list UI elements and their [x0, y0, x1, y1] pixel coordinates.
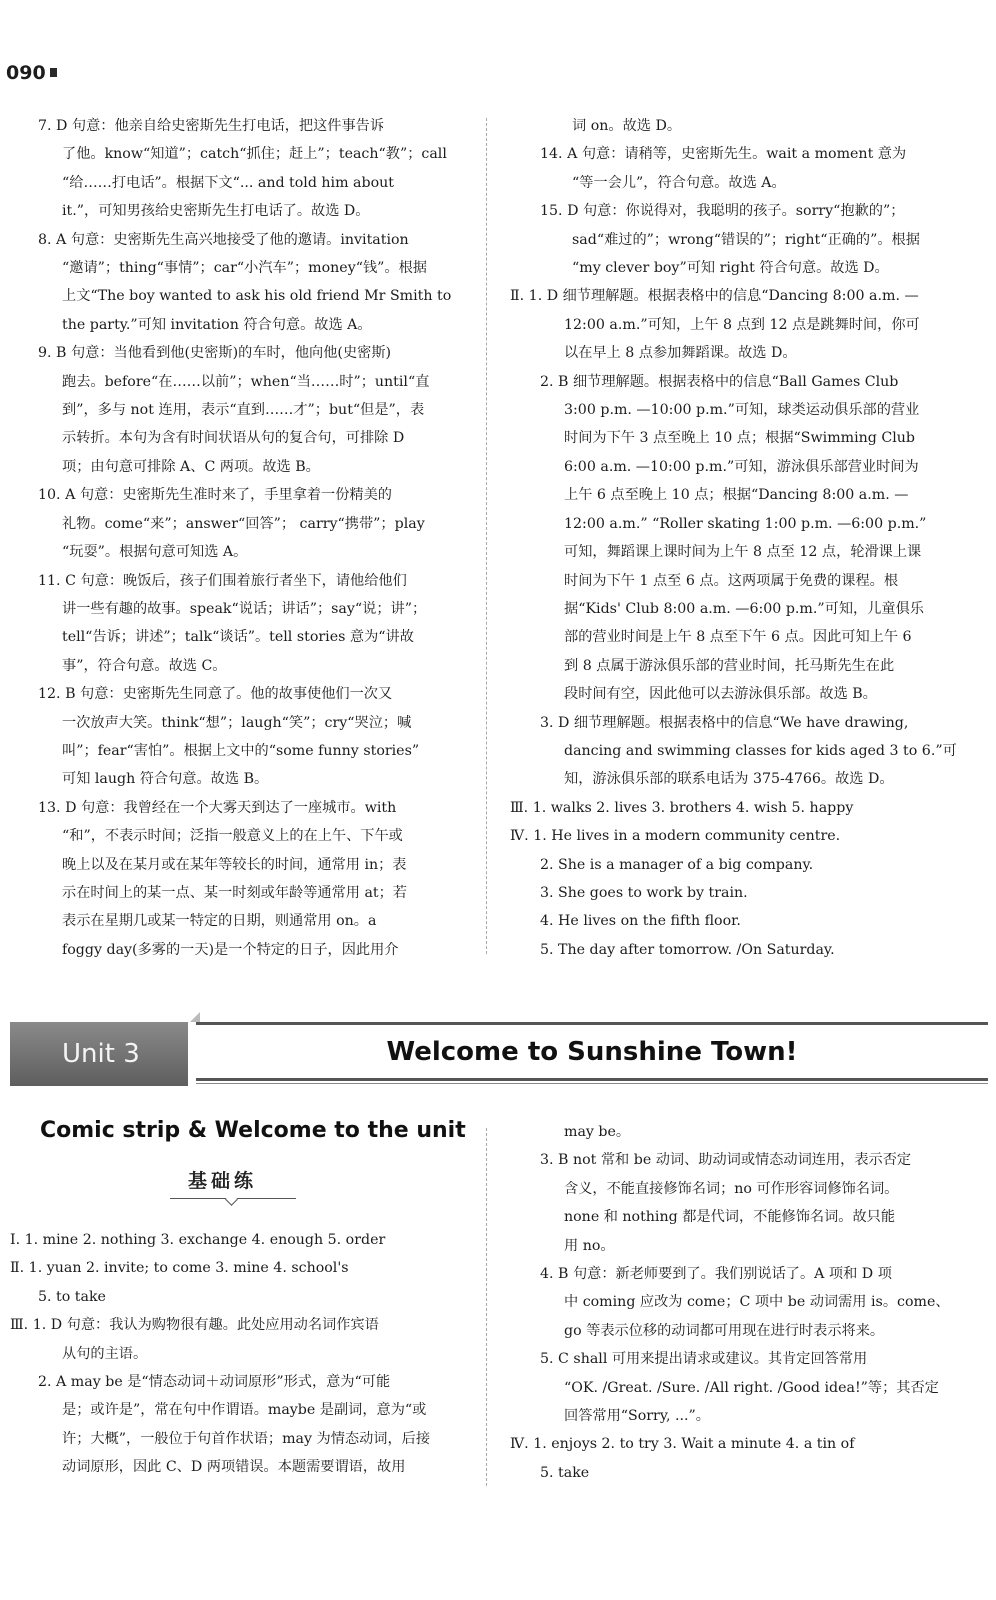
- text-line: none 和 nothing 都是代词，不能修饰名词。故只能: [564, 1209, 896, 1226]
- text-line: 13. D 句意：我曾经在一个大雾天到达了一座城市。with: [38, 799, 397, 816]
- text-line: 到 8 点属于游泳俱乐部的营业时间，托马斯先生在此: [564, 657, 895, 674]
- text-line: 叫”；fear“害怕”。根据上文中的“some funny stories”: [62, 742, 420, 759]
- text-line: 5. The day after tomorrow. /On Saturday.: [540, 941, 835, 958]
- text-line: “给……打电话”。根据下文“... and told him about: [62, 174, 394, 191]
- text-line: 可知 laugh 符合句意。故选 B。: [62, 771, 269, 788]
- text-line: 14. A 句意：请稍等，史密斯先生。wait a moment 意为: [540, 146, 907, 163]
- text-line: dancing and swimming classes for kids aged 3 to 6.”可: [564, 742, 957, 759]
- text-line: 10. A 句意：史密斯先生准时来了，手里拿着一份精美的: [38, 487, 392, 504]
- text-line: Ⅱ. 1. yuan 2. invite; to come 3. mine 4. school's: [10, 1260, 349, 1277]
- text-line: it.”，可知男孩给史密斯先生打电话了。故选 D。: [62, 203, 370, 220]
- text-line: 12:00 a.m.” “Roller skating 1:00 p.m. —6:00 p.m.”: [564, 515, 927, 532]
- text-line: 5. to take: [38, 1288, 106, 1305]
- text-line: 表示在星期几或某一特定的日期，则通常用 on。a: [62, 913, 377, 930]
- text-line: tell“告诉；讲述”；talk“谈话”。tell stories 意为“讲故: [62, 629, 414, 646]
- header-corner-decoration: [190, 1012, 200, 1022]
- text-line: 4. He lives on the fifth floor.: [540, 913, 741, 930]
- text-line: 到”，多与 not 连用，表示“直到……才”；but“但是”，表: [62, 402, 425, 419]
- text-line: “邀请”；thing“事情”；car“小汽车”；money“钱”。根据: [62, 260, 427, 277]
- text-line: go 等表示位移的动词都可用现在进行时表示将来。: [564, 1322, 885, 1339]
- text-line: 了他。know“知道”；catch“抓住；赶上”；teach“教”；call: [62, 146, 447, 163]
- text-line: 12:00 a.m.”可知，上午 8 点到 12 点是跳舞时间，你可: [564, 316, 920, 333]
- answer-column-right-bottom: [500, 1118, 990, 1487]
- text-line: “玩耍”。根据句意可知选 A。: [62, 544, 248, 561]
- text-line: 3. B not 常和 be 动词、助动词或情态动词连用，表示否定: [540, 1152, 912, 1169]
- text-line: 3. She goes to work by train.: [540, 884, 748, 901]
- text-line: 时间为下午 1 点至 6 点。这两项属于免费的课程。根: [564, 572, 899, 589]
- text-line: 示在时间上的某一点、某一时刻或年龄等通常用 at；若: [62, 884, 407, 901]
- column-divider: [486, 118, 487, 954]
- text-line: Ⅳ. 1. enjoys 2. to try 3. Wait a minute 4. a tin of: [510, 1436, 855, 1453]
- header-rule-thin: [196, 1083, 988, 1084]
- text-line: 回答常用“Sorry, ...”。: [564, 1408, 710, 1425]
- text-line: 3:00 p.m. —10:00 p.m.”可知，球类运动俱乐部的营业: [564, 402, 920, 419]
- unit-tab: Unit 3: [10, 1022, 188, 1086]
- text-line: 上午 6 点至晚上 10 点；根据“Dancing 8:00 a.m. —: [564, 487, 909, 504]
- text-line: “和”，不表示时间；泛指一般意义上的在上午、下午或: [62, 828, 403, 845]
- text-line: 据“Kids' Club 8:00 a.m. —6:00 p.m.”可知，儿童俱乐: [564, 600, 924, 617]
- text-line: 讲一些有趣的故事。speak“说话；讲话”；say“说；讲”；: [62, 600, 427, 617]
- text-line: 是；或许是”，常在句中作谓语。maybe 是副词，意为“或: [62, 1402, 427, 1419]
- text-line: 4. B 句意：新老师要到了。我们别说话了。A 项和 D 项: [540, 1266, 892, 1283]
- text-line: may be。: [564, 1124, 631, 1140]
- unit-header: [10, 1020, 988, 1094]
- text-line: 事”，符合句意。故选 C。: [62, 657, 227, 674]
- text-line: sad“难过的”；wrong“错误的”；right“正确的”。根据: [572, 231, 920, 248]
- text-line: “OK. /Great. /Sure. /All right. /Good idea!”等；其否定: [564, 1379, 939, 1396]
- text-line: 段时间有空，因此他可以去游泳俱乐部。故选 B。: [564, 686, 877, 703]
- text-line: 含义，不能直接修饰名词；no 可作形容词修饰名词。: [564, 1180, 899, 1197]
- text-line: 晚上以及在某月或在某年等较长的时间，通常用 in；表: [62, 856, 407, 873]
- text-line: Ⅰ. 1. mine 2. nothing 3. exchange 4. enough 5. order: [10, 1232, 386, 1248]
- text-line: Ⅱ. 1. D 细节理解题。根据表格中的信息“Dancing 8:00 a.m. —: [510, 288, 919, 305]
- text-line: 以在早上 8 点参加舞蹈课。故选 D。: [564, 345, 797, 362]
- text-line: “等一会儿”，符合句意。故选 A。: [572, 174, 786, 191]
- text-line: 2. B 细节理解题。根据表格中的信息“Ball Games Club: [540, 373, 899, 390]
- header-rule-bottom: [196, 1078, 988, 1081]
- text-line: 部的营业时间是上午 8 点至下午 6 点。因此可知上午 6: [564, 629, 912, 646]
- answer-column-left-top: [0, 112, 470, 964]
- text-line: 7. D 句意：他亲自给史密斯先生打电话，把这件事告诉: [38, 118, 385, 134]
- section-title: Comic strip & Welcome to the unit: [40, 1118, 466, 1143]
- answer-column-right-top: [500, 112, 990, 964]
- text-line: the party.”可知 invitation 符合句意。故选 A。: [62, 316, 372, 333]
- text-line: 11. C 句意：晚饭后，孩子们围着旅行者坐下，请他给他们: [38, 572, 407, 589]
- text-line: 6:00 a.m. —10:00 p.m.”可知，游泳俱乐部营业时间为: [564, 458, 919, 475]
- text-line: “my clever boy”可知 right 符合句意。故选 D。: [572, 260, 889, 277]
- text-line: 8. A 句意：史密斯先生高兴地接受了他的邀请。invitation: [38, 231, 409, 248]
- page-number-mark: [50, 68, 57, 77]
- unit-title: Welcome to Sunshine Town!: [386, 1037, 798, 1067]
- page-number: 090: [6, 62, 46, 84]
- answer-column-left-bottom: [0, 1226, 470, 1482]
- text-line: Ⅲ. 1. D 句意：我认为购物很有趣。此处应用动名词作宾语: [10, 1317, 379, 1334]
- text-line: 时间为下午 3 点至晚上 10 点；根据“Swimming Club: [564, 430, 915, 447]
- text-line: 中 coming 应改为 come；C 项中 be 动词需用 is。come、: [564, 1294, 950, 1311]
- text-line: 12. B 句意：史密斯先生同意了。他的故事使他们一次又: [38, 686, 393, 703]
- text-line: 用 no。: [564, 1237, 615, 1254]
- header-rule-top: [196, 1022, 988, 1025]
- sub-title-chevron: [225, 1193, 238, 1206]
- text-line: 2. A may be 是“情态动词＋动词原形”形式，意为“可能: [38, 1374, 391, 1391]
- sub-title: 基础练: [188, 1170, 258, 1192]
- text-line: 动词原形，因此 C、D 两项错误。本题需要谓语，故用: [62, 1459, 406, 1476]
- text-line: 许；大概”，一般位于句首作状语；may 为情态动词，后接: [62, 1430, 431, 1447]
- text-line: 可知，舞蹈课上课时间为上午 8 点至 12 点，轮滑课上课: [564, 544, 922, 561]
- text-line: 上文“The boy wanted to ask his old friend Mr Smith to: [62, 288, 452, 305]
- text-line: Ⅲ. 1. walks 2. lives 3. brothers 4. wish 5. happy: [510, 799, 854, 816]
- text-line: foggy day(多雾的一天)是一个特定的日子，因此用介: [62, 941, 399, 958]
- text-line: 9. B 句意：当他看到他(史密斯)的车时，他向他(史密斯): [38, 345, 392, 362]
- text-line: 项；由句意可排除 A、C 两项。故选 B。: [62, 458, 320, 475]
- text-line: 词 on。故选 D。: [572, 118, 682, 134]
- text-line: 2. She is a manager of a big company.: [540, 856, 814, 873]
- text-line: 3. D 细节理解题。根据表格中的信息“We have drawing,: [540, 714, 909, 731]
- column-divider: [486, 1128, 487, 1486]
- text-line: 5. take: [540, 1464, 590, 1481]
- text-line: 一次放声大笑。think“想”；laugh“笑”；cry“哭泣；喊: [62, 714, 412, 731]
- text-line: 示转折。本句为含有时间状语从句的复合句，可排除 D: [62, 430, 405, 447]
- text-line: 从句的主语。: [62, 1345, 148, 1362]
- text-line: 知，游泳俱乐部的联系电话为 375-4766。故选 D。: [564, 771, 894, 788]
- text-line: Ⅳ. 1. He lives in a modern community centre.: [510, 828, 841, 845]
- text-line: 礼物。come“来”；answer“回答”； carry“携带”；play: [62, 515, 425, 532]
- text-line: 跑去。before“在……以前”；when“当……时”；until“直: [62, 373, 430, 390]
- text-line: 15. D 句意：你说得对，我聪明的孩子。sorry“抱歉的”；: [540, 203, 905, 220]
- text-line: 5. C shall 可用来提出请求或建议。其肯定回答常用: [540, 1351, 868, 1368]
